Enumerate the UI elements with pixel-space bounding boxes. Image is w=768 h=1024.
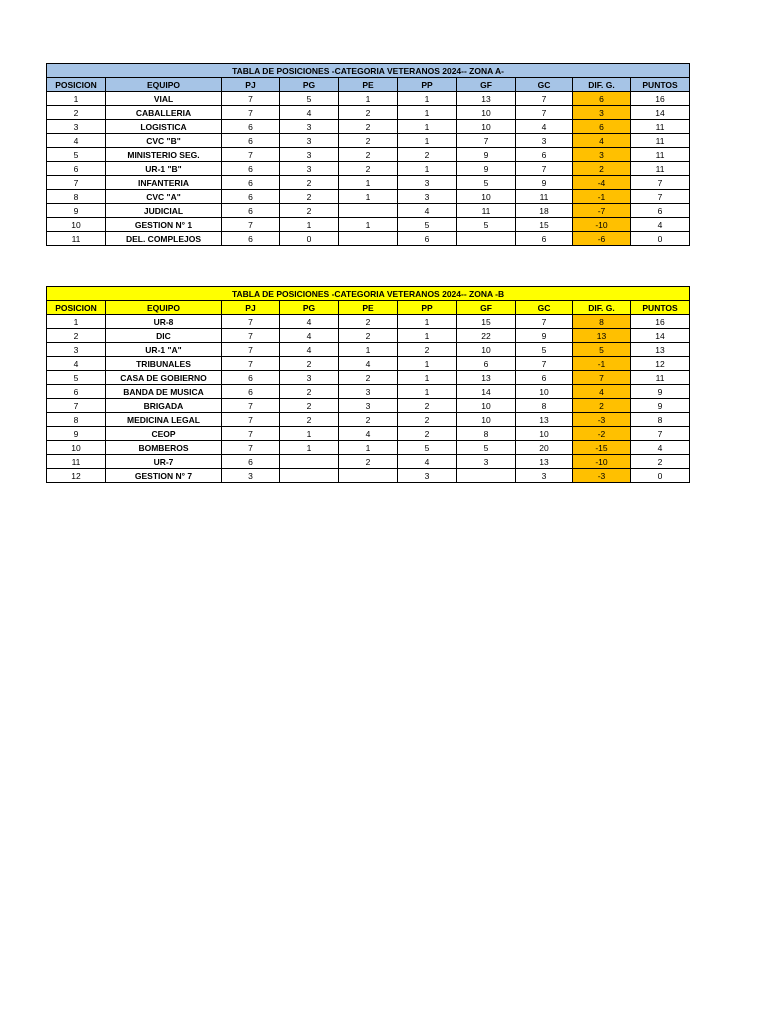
cell-dif: 7 [573,371,631,385]
cell-gf: 8 [457,427,516,441]
cell-gf: 13 [457,92,516,106]
cell-puntos: 11 [631,162,690,176]
cell-gf: 22 [457,329,516,343]
table-title: TABLA DE POSICIONES -CATEGORIA VETERANOS 2024-- ZONA A- [47,64,690,78]
cell-gc: 3 [516,134,573,148]
cell-pp: 2 [398,427,457,441]
cell-pp: 1 [398,106,457,120]
cell-pj: 7 [222,357,280,371]
cell-gc: 7 [516,315,573,329]
cell-pe: 2 [339,329,398,343]
cell-pg: 1 [280,218,339,232]
table-row [47,204,690,218]
cell-posicion: 4 [47,357,106,371]
cell-pj: 7 [222,343,280,357]
column-header-pp: PP [398,301,457,315]
cell-pe: 2 [339,413,398,427]
cell-pg: 4 [280,106,339,120]
cell-gf: 15 [457,315,516,329]
cell-pg: 3 [280,148,339,162]
cell-gf: 14 [457,385,516,399]
cell-gc: 6 [516,148,573,162]
table-row [47,315,690,329]
cell-gc: 6 [516,371,573,385]
cell-pg: 2 [280,357,339,371]
cell-pe: 2 [339,371,398,385]
cell-dif: 2 [573,399,631,413]
cell-pp: 5 [398,218,457,232]
cell-gf: 10 [457,120,516,134]
cell-pg: 1 [280,427,339,441]
cell-pg: 1 [280,441,339,455]
cell-pg: 2 [280,385,339,399]
cell-equipo: BOMBEROS [106,441,222,455]
cell-pg: 2 [280,413,339,427]
cell-pe [339,469,398,483]
table-row [47,399,690,413]
cell-pe: 1 [339,92,398,106]
table-body [47,315,690,483]
cell-pj: 3 [222,469,280,483]
cell-pg: 2 [280,176,339,190]
cell-gc: 8 [516,399,573,413]
cell-posicion: 2 [47,329,106,343]
table-row [47,120,690,134]
cell-dif: 5 [573,343,631,357]
cell-posicion: 7 [47,399,106,413]
header-row [47,301,690,315]
cell-puntos: 14 [631,329,690,343]
cell-pp: 4 [398,455,457,469]
cell-pe: 2 [339,120,398,134]
column-header-pp: PP [398,78,457,92]
cell-equipo: BRIGADA [106,399,222,413]
cell-posicion: 1 [47,92,106,106]
cell-puntos: 11 [631,371,690,385]
cell-puntos: 7 [631,190,690,204]
cell-pj: 6 [222,190,280,204]
cell-dif: -4 [573,176,631,190]
cell-posicion: 4 [47,134,106,148]
cell-puntos: 0 [631,469,690,483]
cell-equipo: GESTION N° 7 [106,469,222,483]
cell-posicion: 8 [47,413,106,427]
cell-posicion: 1 [47,315,106,329]
cell-gf: 9 [457,162,516,176]
column-header-gc: GC [516,78,573,92]
cell-pp: 1 [398,329,457,343]
cell-gc: 6 [516,232,573,246]
cell-pg [280,455,339,469]
column-header-equipo: EQUIPO [106,78,222,92]
cell-gc: 7 [516,106,573,120]
cell-gc: 20 [516,441,573,455]
cell-pg: 3 [280,120,339,134]
table-row [47,176,690,190]
table-row [47,162,690,176]
cell-pp: 1 [398,357,457,371]
cell-puntos: 7 [631,427,690,441]
cell-gf: 5 [457,441,516,455]
table-row [47,455,690,469]
cell-posicion: 5 [47,148,106,162]
cell-equipo: UR-8 [106,315,222,329]
cell-dif: -1 [573,357,631,371]
table-row [47,343,690,357]
cell-pg: 3 [280,162,339,176]
cell-equipo: CVC "A" [106,190,222,204]
standings-table-zona-b [46,286,690,483]
cell-gf [457,469,516,483]
cell-equipo: UR-7 [106,455,222,469]
cell-dif: 3 [573,148,631,162]
cell-equipo: BANDA DE MUSICA [106,385,222,399]
cell-puntos: 11 [631,148,690,162]
cell-pg: 4 [280,329,339,343]
cell-gc: 9 [516,176,573,190]
cell-equipo: MINISTERIO SEG. [106,148,222,162]
cell-dif: -15 [573,441,631,455]
cell-gc: 7 [516,92,573,106]
cell-gf: 13 [457,371,516,385]
cell-puntos: 9 [631,385,690,399]
cell-gf [457,232,516,246]
cell-pg: 5 [280,92,339,106]
cell-puntos: 4 [631,441,690,455]
cell-equipo: VIAL [106,92,222,106]
cell-pj: 6 [222,120,280,134]
cell-dif: -3 [573,413,631,427]
cell-puntos: 8 [631,413,690,427]
cell-dif: -3 [573,469,631,483]
cell-pj: 6 [222,371,280,385]
cell-equipo: DIC [106,329,222,343]
table-row [47,385,690,399]
cell-gf: 3 [457,455,516,469]
cell-pj: 7 [222,148,280,162]
cell-pj: 7 [222,106,280,120]
cell-puntos: 16 [631,92,690,106]
cell-pg: 4 [280,343,339,357]
column-header-equipo: EQUIPO [106,301,222,315]
table-row [47,190,690,204]
cell-pp: 4 [398,204,457,218]
cell-gc: 9 [516,329,573,343]
cell-dif: 6 [573,92,631,106]
cell-posicion: 2 [47,106,106,120]
cell-pe: 2 [339,106,398,120]
cell-equipo: LOGISTICA [106,120,222,134]
table-row [47,441,690,455]
cell-gc: 13 [516,413,573,427]
cell-pp: 1 [398,162,457,176]
column-header-pj: PJ [222,301,280,315]
cell-puntos: 16 [631,315,690,329]
cell-pp: 3 [398,469,457,483]
cell-posicion: 11 [47,232,106,246]
cell-pp: 2 [398,413,457,427]
column-header-pe: PE [339,78,398,92]
table-row [47,218,690,232]
cell-puntos: 0 [631,232,690,246]
cell-pe [339,204,398,218]
cell-pp: 1 [398,385,457,399]
cell-equipo: CASA DE GOBIERNO [106,371,222,385]
cell-equipo: DEL. COMPLEJOS [106,232,222,246]
cell-dif: -2 [573,427,631,441]
cell-pg: 3 [280,371,339,385]
cell-gf: 5 [457,218,516,232]
cell-gf: 10 [457,343,516,357]
cell-pp: 3 [398,190,457,204]
cell-gc: 11 [516,190,573,204]
cell-pe: 3 [339,399,398,413]
column-header-dif: DIF. G. [573,78,631,92]
cell-gc: 4 [516,120,573,134]
column-header-puntos: PUNTOS [631,78,690,92]
cell-dif: 8 [573,315,631,329]
cell-equipo: CEOP [106,427,222,441]
cell-pp: 1 [398,371,457,385]
table-row [47,92,690,106]
cell-dif: 4 [573,385,631,399]
table-row [47,148,690,162]
cell-puntos: 14 [631,106,690,120]
cell-gc: 3 [516,469,573,483]
cell-pj: 6 [222,176,280,190]
cell-posicion: 3 [47,120,106,134]
cell-pe: 1 [339,343,398,357]
standings-table-zona-a [46,63,690,246]
cell-gf: 5 [457,176,516,190]
cell-posicion: 7 [47,176,106,190]
cell-pp: 1 [398,315,457,329]
cell-pp: 2 [398,148,457,162]
cell-pp: 2 [398,399,457,413]
cell-pg: 3 [280,134,339,148]
cell-posicion: 6 [47,385,106,399]
cell-pj: 7 [222,441,280,455]
cell-pj: 7 [222,218,280,232]
cell-equipo: GESTION N° 1 [106,218,222,232]
cell-posicion: 5 [47,371,106,385]
cell-gf: 7 [457,134,516,148]
cell-pj: 6 [222,162,280,176]
cell-pj: 6 [222,204,280,218]
cell-gc: 7 [516,162,573,176]
cell-pe: 4 [339,427,398,441]
cell-pj: 6 [222,385,280,399]
cell-pp: 3 [398,176,457,190]
cell-gf: 10 [457,106,516,120]
cell-puntos: 9 [631,399,690,413]
cell-puntos: 11 [631,120,690,134]
cell-pe: 2 [339,315,398,329]
table-body [47,92,690,246]
cell-gc: 15 [516,218,573,232]
cell-gc: 10 [516,427,573,441]
cell-pp: 1 [398,92,457,106]
cell-pg: 2 [280,399,339,413]
cell-dif: -10 [573,455,631,469]
cell-puntos: 11 [631,134,690,148]
column-header-gf: GF [457,301,516,315]
cell-equipo: CVC "B" [106,134,222,148]
cell-pe: 2 [339,134,398,148]
cell-pj: 7 [222,427,280,441]
cell-equipo: JUDICIAL [106,204,222,218]
cell-pj: 7 [222,413,280,427]
column-header-gc: GC [516,301,573,315]
cell-posicion: 10 [47,218,106,232]
column-header-pg: PG [280,78,339,92]
cell-puntos: 7 [631,176,690,190]
cell-pp: 1 [398,134,457,148]
cell-equipo: UR-1 "B" [106,162,222,176]
cell-equipo: CABALLERIA [106,106,222,120]
cell-pj: 7 [222,315,280,329]
cell-pe: 1 [339,441,398,455]
cell-pp: 2 [398,343,457,357]
cell-pe: 4 [339,357,398,371]
cell-equipo: MEDICINA LEGAL [106,413,222,427]
cell-gc: 10 [516,385,573,399]
cell-posicion: 10 [47,441,106,455]
cell-gc: 5 [516,343,573,357]
table-row [47,469,690,483]
cell-puntos: 2 [631,455,690,469]
table-row [47,134,690,148]
cell-gf: 9 [457,148,516,162]
cell-pg: 4 [280,315,339,329]
cell-posicion: 12 [47,469,106,483]
cell-pj: 7 [222,92,280,106]
cell-dif: 4 [573,134,631,148]
cell-dif: -1 [573,190,631,204]
cell-posicion: 8 [47,190,106,204]
table-title: TABLA DE POSICIONES -CATEGORIA VETERANOS 2024-- ZONA -B [47,287,690,301]
column-header-pe: PE [339,301,398,315]
cell-gf: 10 [457,413,516,427]
column-header-dif: DIF. G. [573,301,631,315]
cell-dif: -7 [573,204,631,218]
cell-pe: 2 [339,148,398,162]
cell-pj: 6 [222,455,280,469]
cell-puntos: 6 [631,204,690,218]
cell-posicion: 11 [47,455,106,469]
cell-pe: 2 [339,455,398,469]
cell-dif: 3 [573,106,631,120]
column-header-gf: GF [457,78,516,92]
cell-pj: 6 [222,134,280,148]
cell-puntos: 12 [631,357,690,371]
header-row [47,78,690,92]
cell-puntos: 13 [631,343,690,357]
cell-dif: -10 [573,218,631,232]
table-row [47,427,690,441]
table-row [47,357,690,371]
column-header-pj: PJ [222,78,280,92]
cell-equipo: TRIBUNALES [106,357,222,371]
column-header-puntos: PUNTOS [631,301,690,315]
table-row [47,106,690,120]
cell-pp: 6 [398,232,457,246]
cell-equipo: UR-1 "A" [106,343,222,357]
cell-pg [280,469,339,483]
cell-posicion: 9 [47,204,106,218]
cell-pe: 3 [339,385,398,399]
cell-pj: 7 [222,329,280,343]
cell-dif: 6 [573,120,631,134]
table-row [47,413,690,427]
cell-gf: 10 [457,399,516,413]
cell-gc: 18 [516,204,573,218]
table-row [47,371,690,385]
cell-pp: 5 [398,441,457,455]
cell-pg: 2 [280,204,339,218]
cell-pe: 1 [339,176,398,190]
cell-pe: 1 [339,190,398,204]
cell-gf: 11 [457,204,516,218]
cell-gf: 6 [457,357,516,371]
cell-dif: -6 [573,232,631,246]
cell-dif: 2 [573,162,631,176]
column-header-posicion: POSICION [47,301,106,315]
cell-pg: 2 [280,190,339,204]
column-header-posicion: POSICION [47,78,106,92]
cell-pg: 0 [280,232,339,246]
cell-gc: 13 [516,455,573,469]
table-row [47,232,690,246]
cell-posicion: 3 [47,343,106,357]
cell-pe [339,232,398,246]
cell-posicion: 6 [47,162,106,176]
cell-posicion: 9 [47,427,106,441]
table-row [47,329,690,343]
cell-dif: 13 [573,329,631,343]
cell-gf: 10 [457,190,516,204]
cell-pe: 1 [339,218,398,232]
cell-pj: 6 [222,232,280,246]
cell-pe: 2 [339,162,398,176]
cell-equipo: INFANTERIA [106,176,222,190]
cell-pj: 7 [222,399,280,413]
cell-pp: 1 [398,120,457,134]
cell-puntos: 4 [631,218,690,232]
column-header-pg: PG [280,301,339,315]
cell-gc: 7 [516,357,573,371]
